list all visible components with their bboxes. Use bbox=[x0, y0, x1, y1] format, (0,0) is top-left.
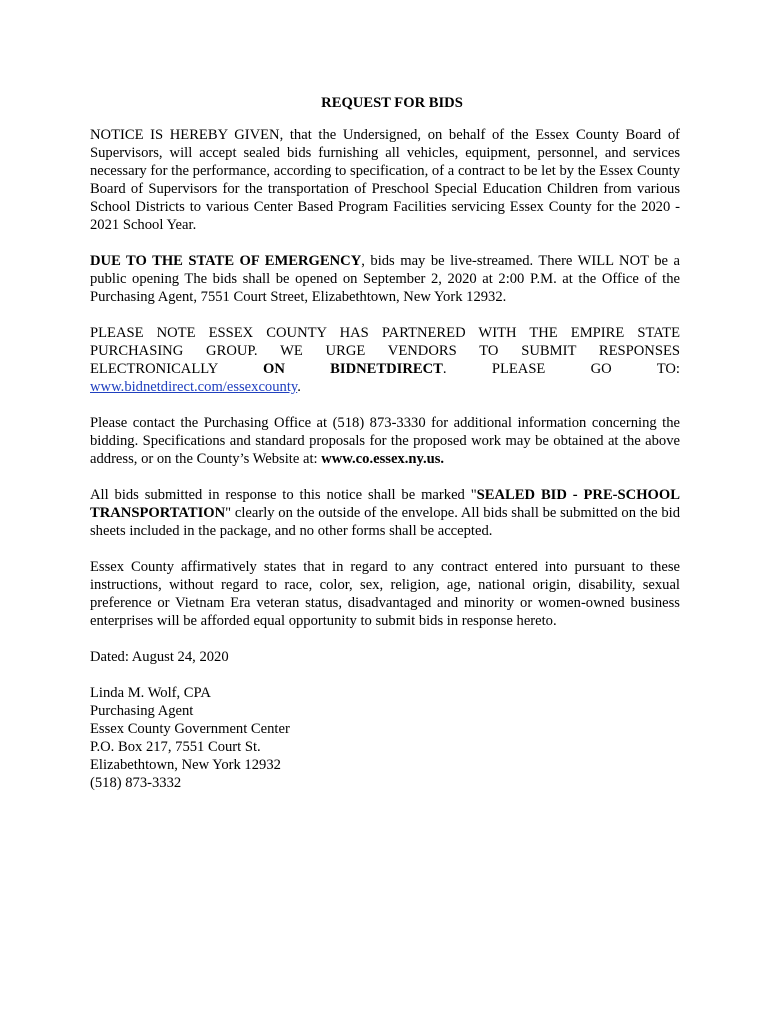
go-text: GO bbox=[590, 361, 612, 377]
county-website: www.co.essex.ny.us. bbox=[321, 451, 445, 467]
emergency-paragraph bbox=[90, 252, 680, 306]
partner-line-3 bbox=[90, 360, 680, 378]
bidnetdirect-period: . bbox=[442, 361, 447, 377]
partner-notice-paragraph bbox=[90, 324, 680, 396]
signature-block bbox=[90, 684, 680, 792]
equal-opportunity-paragraph: Essex County affirmatively states that in regard to any contract entered into pursuant to these instructions, without regard to race, color, sex, religion, age, national origin, disability, sexual preference or Vietnam Era veteran status, disadvantaged and minority or women-owned business enterprises will be afforded equal opportunity to submit bids in response hereto. bbox=[90, 559, 680, 629]
document-page bbox=[90, 94, 680, 792]
please-text: PLEASE bbox=[491, 361, 546, 377]
signer-address-2: Elizabethtown, New York 12932 bbox=[90, 757, 281, 773]
partner-line-1: PLEASE NOTE ESSEX COUNTY HAS PARTNERED WITH THE EMPIRE STATE bbox=[90, 325, 680, 341]
emergency-heading: DUE TO THE STATE OF EMERGENCY bbox=[90, 253, 362, 269]
document-title: REQUEST FOR BIDS bbox=[321, 95, 463, 111]
marking-text-b: " clearly on the outside of the envelope. All bids shall be submitted on the bid sheets included in the package, and no other forms shall be accepted. bbox=[90, 505, 680, 539]
partner-line-2: PURCHASING GROUP. WE URGE VENDORS TO SUBMIT RESPONSES bbox=[90, 343, 680, 359]
contact-paragraph bbox=[90, 414, 680, 468]
notice-paragraph: NOTICE IS HEREBY GIVEN, that the Undersigned, on behalf of the Essex County Board of Supervisors, will accept sealed bids furnishing all vehicles, equipment, personnel, and services necessary for the performance, according to specification, of a contract to be let by the Essex County Board of Supervisors for the transportation of Preschool Special Education Children from various School Districts to various Center Based Program Facilities servicing Essex County for the 2020 - 2021 School Year. bbox=[90, 127, 680, 233]
marking-text-a: All bids submitted in response to this notice shall be marked " bbox=[90, 487, 477, 503]
emergency-text: , bids may be live-streamed. There WILL NOT be a public opening The bids shall be opened on September 2, 2020 at 2:00 P.M. at the Office of the Purchasing Agent, 7551 Court Street, Elizabethtown, New York 12932. bbox=[90, 253, 680, 305]
sealed-bid-label: SEALED BID - PRE-SCHOOL TRANSPORTATION bbox=[90, 487, 680, 521]
signer-role: Purchasing Agent bbox=[90, 703, 194, 719]
bidnetdirect-link[interactable]: www.bidnetdirect.com/essexcounty bbox=[90, 379, 298, 395]
electronically-text: ELECTRONICALLY bbox=[90, 361, 218, 377]
bidnetdirect-text: BIDNETDIRECT bbox=[330, 361, 443, 377]
bidnetdirect-group bbox=[330, 361, 446, 377]
to-text: TO: bbox=[656, 361, 680, 377]
signer-name: Linda M. Wolf, CPA bbox=[90, 685, 211, 701]
dated-line: Dated: August 24, 2020 bbox=[90, 649, 229, 665]
signer-address-1: P.O. Box 217, 7551 Court St. bbox=[90, 739, 261, 755]
link-period: . bbox=[297, 379, 301, 395]
on-text: ON bbox=[262, 361, 285, 377]
contact-text: Please contact the Purchasing Office at (518) 873-3330 for additional information concerning the bidding. Specifications and standard proposals for the proposed work may be obtained at the above address, or on the County’s Website at: bbox=[90, 415, 680, 467]
partner-line-4 bbox=[90, 378, 680, 396]
signer-organization: Essex County Government Center bbox=[90, 721, 290, 737]
signer-phone: (518) 873-3332 bbox=[90, 775, 182, 791]
marking-paragraph bbox=[90, 486, 680, 540]
